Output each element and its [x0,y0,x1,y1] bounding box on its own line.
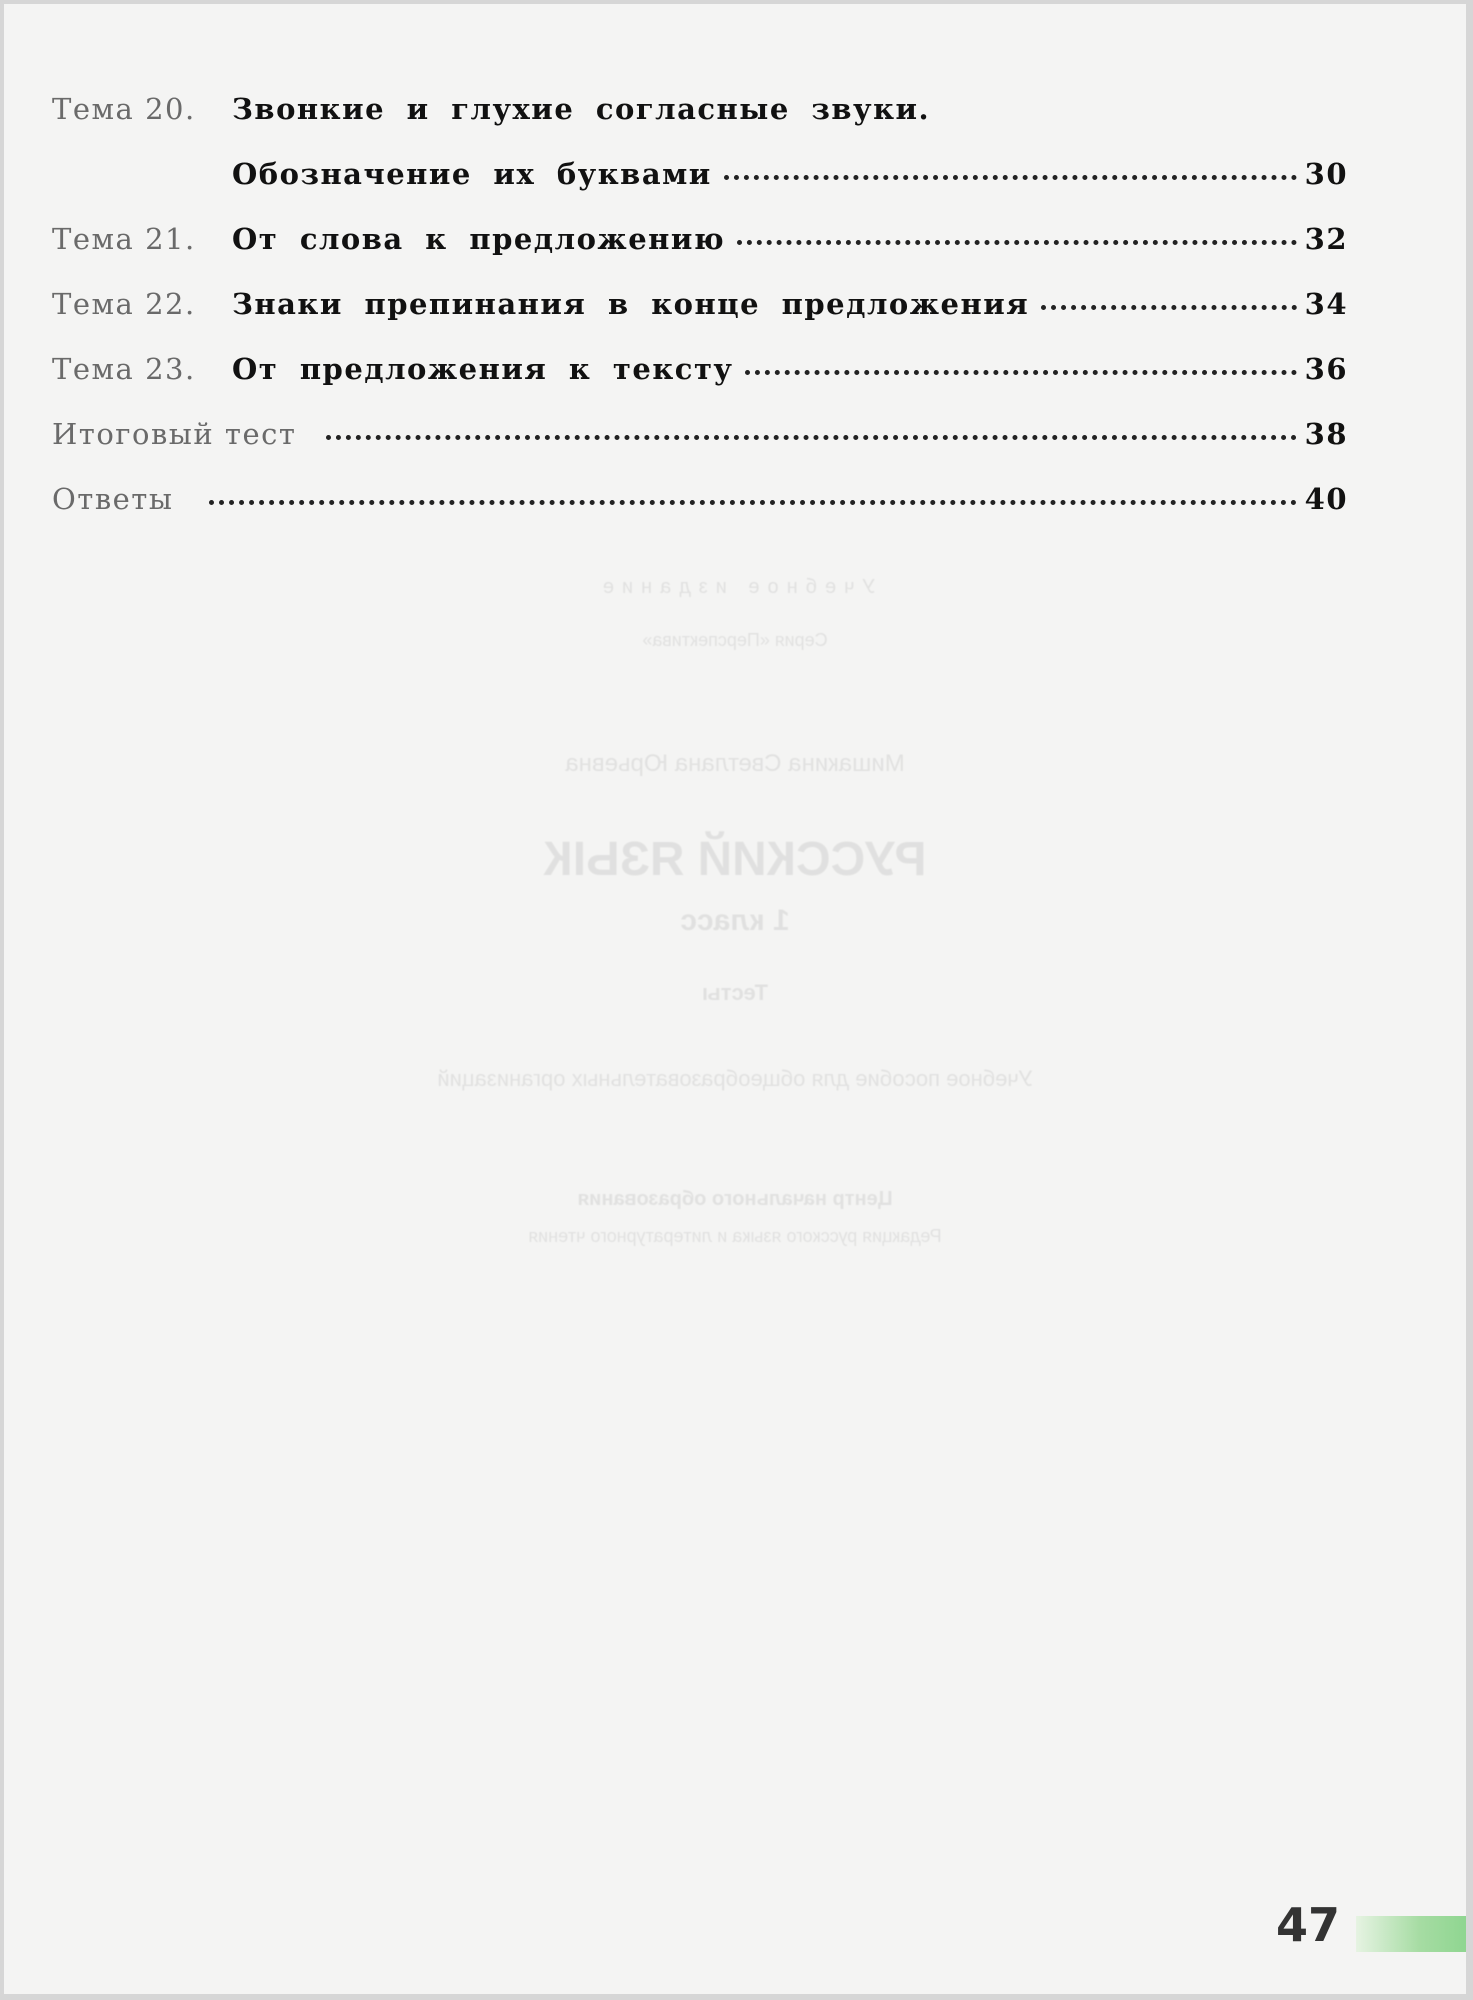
ghost-line: Мишакина Светлана Юрьевна [565,750,905,777]
ghost-line: Тесты [701,980,769,1005]
page-number: 47 [1276,1898,1341,1952]
toc-entry-prefix: Тема 22. [52,287,196,321]
table-of-contents [52,92,1348,547]
toc-leader-dots [1041,305,1297,310]
ghost-line: Центр начального образования [577,1188,893,1210]
toc-leader-dots [737,240,1297,245]
ghost-line: Редакция русского языка и литературного чтения [528,1226,942,1246]
toc-entry-title: От предложения к тексту [232,352,734,386]
toc-leader-dots [326,435,1296,440]
toc-entry-title: Звонкие и глухие согласные звуки. [232,92,931,126]
book-page [4,4,1466,1994]
toc-page-number: 30 [1304,157,1348,191]
toc-entry-final-test [52,417,1348,482]
ghost-line: 1 класс [680,904,790,937]
ghost-line: Учебное пособие для общеобразовательных организаций [437,1066,1033,1091]
toc-entry-prefix: Тема 20. [52,92,196,126]
page-number-band [1356,1916,1466,1952]
toc-entry-theme-20-cont [52,157,1348,222]
toc-entry-prefix: Тема 23. [52,352,196,386]
toc-entry-title: Ответы [52,482,174,516]
toc-page-number: 38 [1304,417,1348,451]
toc-entry-theme-22 [52,287,1348,352]
ghost-line: РУССКИЙ ЯЗЫК [543,833,927,886]
toc-entry-theme-20 [52,92,1348,157]
toc-entry-title: Знаки препинания в конце предложения [232,287,1030,321]
toc-page-number: 34 [1304,287,1348,321]
toc-page-number: 36 [1304,352,1348,386]
toc-entry-prefix: Тема 21. [52,222,196,256]
ghost-line: Учебное издание [594,576,876,598]
toc-entry-title: Обозначение их буквами [232,157,712,191]
toc-leader-dots [209,500,1296,505]
toc-entry-title: От слова к предложению [232,222,726,256]
toc-leader-dots [745,370,1296,375]
toc-entry-theme-21 [52,222,1348,287]
toc-page-number: 40 [1304,482,1348,516]
toc-entry-answers [52,482,1348,547]
toc-entry-title: Итоговый тест [52,417,297,451]
toc-leader-dots [724,175,1297,180]
ghost-line: Серия «Перспектива» [642,630,828,650]
toc-page-number: 32 [1304,222,1348,256]
toc-entry-theme-23 [52,352,1348,417]
